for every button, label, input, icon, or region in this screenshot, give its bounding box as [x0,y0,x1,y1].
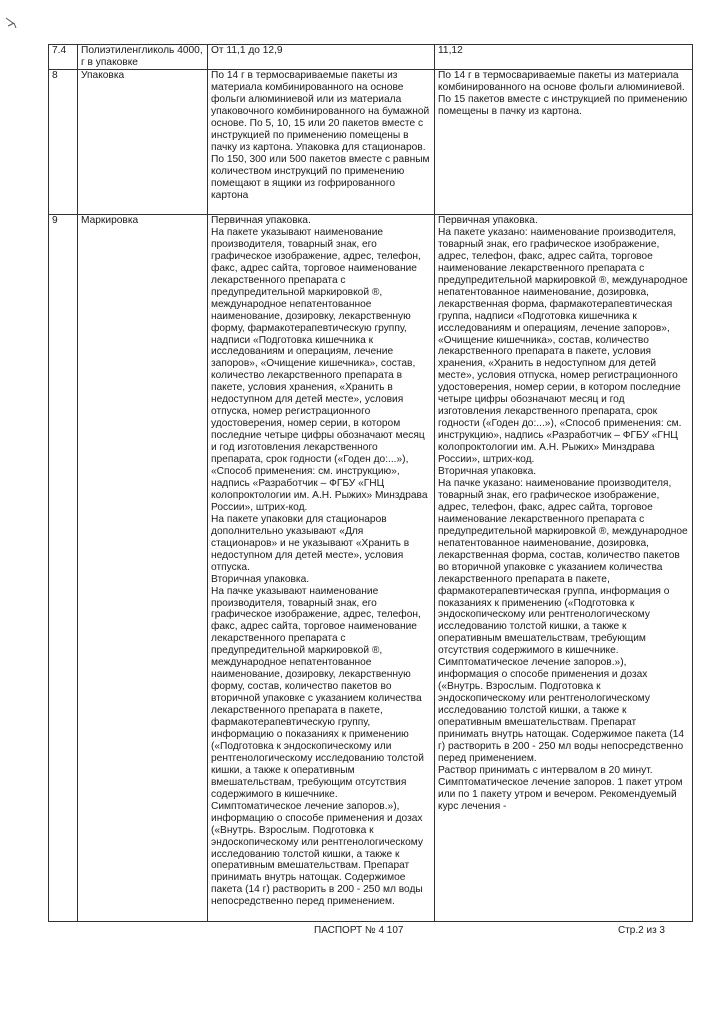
value-actual: 11,12 [435,45,693,70]
value-range: По 14 г в термосвариваемые пакеты из материала комбинированного на основе фольги алюминиевой или из материала упаковочного комбинированного на бумажной основе. По 5, 10, 15 или 20 пакетов вместе с инструкцией по применению помещены в пачку из картона. Упаковка для стационаров. По 150, 300 или 500 пакетов вместе с равным количеством инструкций по применению помещают в ящики из гофрированного картона [208,70,435,215]
value-range: Первичная упаковка. На пакете указывают наименование производителя, товарный знак, его графическое изображение, адрес, телефон, факс, адрес сайта, торговое наименование лекарственного препарата с предупредительной маркировкой ®, международное непатентованное наименование, дозировку, лекарственную форму, фармакотерапевтическую группу, надписи «Подготовка кишечника к исследованиям и операциям, лечение запоров», «Очищение кишечника», состав, количество лекарственного препарата в пакете, условия хранения, «Хранить в недоступном для детей месте», условия отпуска, номер регистрационного удостоверения, номер серии, в котором последние четыре цифры обозначают месяц и год изготовления лекарственного препарата, срок годности («Годен до:...»), «Способ применения: см. инструкцию», надпись «Разработчик – ФГБУ «ГНЦ колопроктологии им. А.Н. Рыжих» Минздрава России», штрих-код. На пакете упаковки для стационаров дополнительно указывают «Для стационаров» и не указывают «Хранить в недоступном для детей месте», условия отпуска. Вторичная упаковка. На пачке указывают наименование производителя, товарный знак, его графическое изображение, адрес, телефон, факс, адрес сайта, торговое наименование лекарственного препарата с предупредительной маркировкой ®, международное непатентованное наименование, дозировку, лекарственную форму, состав, количество пакетов во вторичной упаковке с указанием количества лекарственного препарата в пакете, фармакотерапевтическую группу, информацию о показаниях к применению («Подготовка к эндоскопическому или рентгенологическому исследованию толстой кишки, а также к оперативным вмешательствам, требующим отсутствия содержимого в кишечнике. Симптоматическое лечение запоров.»), информацию о способе применения и дозах («Внутрь. Взрослым. Подготовка к эндоскопическому или рентгенологическому исследованию толстой кишки, а также к оперативным вмешательствам. Препарат принимать внутрь натощак. Содержимое пакета (14 г) растворить в 200 - 250 мл воды непосредственно перед применением. [208,215,435,922]
table-row [49,45,693,70]
parameter-name: Упаковка [78,70,208,215]
value-actual: Первичная упаковка. На пакете указано: наименование производителя, товарный знак, его графическое изображение, адрес, телефон, факс, адрес сайта, торговое наименование лекарственного препарата с предупредительной маркировкой ®, международное непатентованное наименование, дозировка, лекарственная форма, фармакотерапевтическая группа, надписи «Подготовка кишечника к исследованиям и операциям, лечение запоров», «Очищение кишечника», состав, количество лекарственного препарата в пакете, условия хранения, «Хранить в недоступном для детей месте», условия отпуска, номер регистрационного удостоверения, номер серии, в котором последние четыре цифры обозначают месяц и год изготовления лекарственного препарата, срок годности («Годен до:...»), «Способ применения: см. инструкцию», надпись «Разработчик – ФГБУ «ГНЦ колопроктологии им. А.Н. Рыжих» Минздрава России», штрих-код. Вторичная упаковка. На пачке указано: наименование производителя, товарный знак, его графическое изображение, адрес, телефон, факс, адрес сайта, торговое наименование лекарственного препарата с предупредительной маркировкой ®, международное непатентованное наименование, дозировка, лекарственная форма, состав, количество пакетов во вторичной упаковке с указанием количества лекарственного препарата в пакете, фармакотерапевтическая группа, информация о показаниях к применению («Подготовка к эндоскопическому или рентгенологическому исследованию толстой кишки, а также к оперативным вмешательствам, требующим отсутствия содержимого в кишечнике. Симптоматическое лечение запоров.»), информация о способе применения и дозах («Внутрь. Взрослым. Подготовка к эндоскопическому или рентгенологическому исследованию толстой кишки, а также к оперативным вмешательствам. Препарат принимать внутрь натощак. Содержимое пакета (14 г) растворить в 200 - 250 мл воды непосредственно перед применением. Раствор принимать с интервалом в 20 минут. Симптоматическое лечение запоров. 1 пакет утром или по 1 пакету утром и вечером. Рекомендуемый курс лечения - [435,215,693,922]
page-number: Стр.2 из 3 [618,925,665,936]
table-row [49,70,693,215]
row-number: 7.4 [49,45,78,70]
parameter-name: Маркировка [78,215,208,922]
passport-number: ПАСПОРТ № 4 107 [314,925,404,936]
value-actual: По 14 г в термосвариваемые пакеты из материала комбинированного на основе фольги алюминиевой. По 15 пакетов вместе с инструкцией по применению помещены в пачку из картона. [435,70,693,215]
specification-table [48,44,693,922]
parameter-name: Полиэтиленгликоль 4000, г в упаковке [78,45,208,70]
table-row [49,215,693,922]
row-number: 9 [49,215,78,922]
scan-mark [4,14,26,34]
value-range: От 11,1 до 12,9 [208,45,435,70]
row-number: 8 [49,70,78,215]
